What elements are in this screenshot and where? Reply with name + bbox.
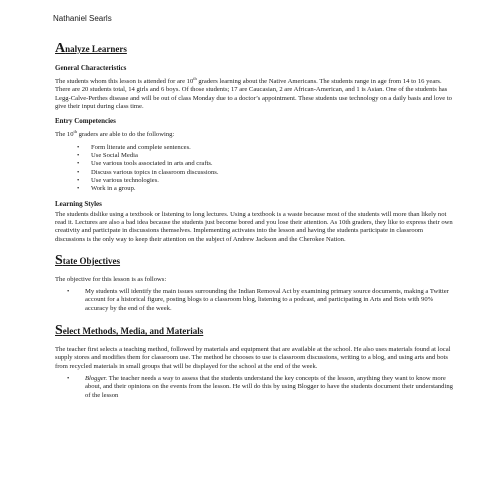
blogger-text: The teacher needs a way to assess that the students understand the key concepts of the lesson, anything they want to know more about, and their opinions on the events from the lesson. He will do this by using Blogger to have the students document their understanding of the lesson xyxy=(85,374,453,399)
state-title-rest: tate Objectives xyxy=(62,255,121,266)
list-item: • Use Social Media xyxy=(77,152,453,160)
list-item xyxy=(67,375,453,400)
entry-intro-sup: th xyxy=(73,129,78,135)
blogger-label: Blogger. xyxy=(85,374,108,382)
list-item: • Form literate and complete sentences. xyxy=(77,144,453,152)
learning-styles-text: The students dislike using a textbook or listening to long lectures. Using a textbook is a waste because most of the students will more than likely not read it. Lectures are also a bad idea because the students just become bored and you lose their attention. As 10th graders, they like to express their own creativity and participate in discussions themselves. Implementing activates into the lesson and having the students participate in classroom discussions is the only way to keep their attention on the subject of Andrew Jackson and the Cherokee Nation. xyxy=(55,210,453,243)
general-text-after: graders learning about the Native Americans. The students range in age from 14 to 16 years. There are 20 students total, 14 girls and 6 boys. Of those students; 17 are Caucasian, 2 are African-American, and 1 is Asian. One of the students has Legg-Calve-Perthes disease and will be out of class Monday due to a doctor’s appointment. These students use technology on a daily basis and love to give their input during class time. xyxy=(55,78,452,111)
analyze-title-rest: nalyze Learners xyxy=(65,44,127,54)
general-characteristics-heading: General Characteristics xyxy=(55,64,127,72)
state-objectives-list xyxy=(55,288,453,313)
entry-competencies-list xyxy=(55,144,453,194)
state-title-cap: S xyxy=(55,252,63,268)
select-methods-text: The teacher first selects a teaching method, followed by materials and equipment that are available at the school. He also uses materials found at local supply stores and modifies them for classroom use. The method he chooses to use is classroom discussions, writing to a blog, and using arts and bots from recycled materials in small groups that will be displayed for the school at the end of the week. xyxy=(55,346,451,370)
list-item: • Work in a group. xyxy=(77,185,453,193)
general-text-sup: th xyxy=(193,76,197,81)
select-title-rest: elect Methods, Media, and Materials xyxy=(62,326,204,337)
list-item: • My students will identify the main issues surrounding the Indian Removal Act by examining primary source documents, making a Twitter account for a historical figure, posting blogs to a classroom blog, listening to a podcast, and participating in Arts and Bots with 90% accuracy by the end of the week. xyxy=(67,288,453,313)
entry-competencies-intro xyxy=(55,128,453,139)
list-item: • Use various tools associated in arts and crafts. xyxy=(77,160,453,168)
select-methods-title xyxy=(55,323,453,339)
select-title-cap: S xyxy=(55,323,63,339)
analyze-title-cap: A xyxy=(55,41,66,56)
list-item: • Use various technologies. xyxy=(77,177,453,185)
general-text-before: The students whom this lesson is attended for are 10 xyxy=(55,78,194,86)
general-characteristics-text xyxy=(55,75,453,111)
state-objectives-intro: The objective for this lesson is as follows: xyxy=(55,275,167,283)
learning-styles-heading: Learning Styles xyxy=(55,199,102,208)
list-item: • Discuss various topics in classroom discussions. xyxy=(77,169,453,177)
analyze-learners-title xyxy=(55,41,453,57)
state-objectives-title xyxy=(55,253,453,269)
select-methods-list xyxy=(55,375,453,400)
entry-competencies-heading: Entry Competencies xyxy=(55,117,116,126)
author-name: Nathaniel Searls xyxy=(53,14,112,23)
entry-intro-after: graders are able to do the following: xyxy=(77,131,175,139)
entry-intro-before: The 10 xyxy=(55,131,74,139)
